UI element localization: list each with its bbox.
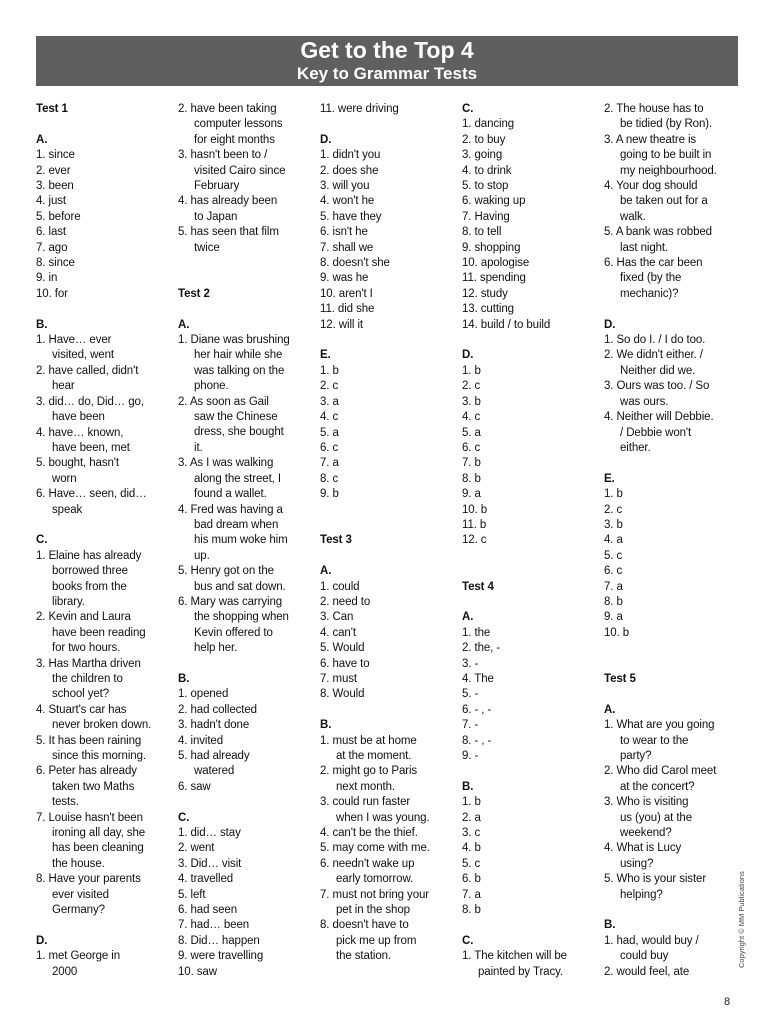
answer-line <box>604 903 738 918</box>
answer-line: 12. will it <box>320 318 363 331</box>
answer-line: never broken down. <box>52 719 152 732</box>
answer-line: 7. had… been <box>178 919 250 932</box>
answer-line: 6. b <box>462 873 481 886</box>
answer-line: 5. has seen that film <box>178 226 279 239</box>
answer-line: 4. Fred was having a <box>178 503 283 516</box>
answer-line <box>36 117 166 132</box>
section-heading: C. <box>462 934 474 947</box>
answer-line: 5. to stop <box>462 180 509 193</box>
answer-line: 11. spending <box>462 272 526 285</box>
answer-line <box>320 549 454 564</box>
answer-line <box>604 687 738 702</box>
answer-line: 7. a <box>320 457 339 470</box>
answer-line: 4. have… known, <box>36 426 124 439</box>
answer-line: bad dream when <box>194 518 279 531</box>
section-heading: E. <box>320 349 331 362</box>
answer-line: ironing all day, she <box>52 827 146 840</box>
answer-line: worn <box>52 472 77 485</box>
answer-line: at the moment. <box>336 749 412 762</box>
answer-line: 4. Your dog should <box>604 180 698 193</box>
answer-line: 7. a <box>604 580 623 593</box>
section-heading: A. <box>178 318 190 331</box>
answer-line: 7. Having <box>462 210 510 223</box>
answer-line: 1. since <box>36 149 75 162</box>
answer-line: 3. As I was walking <box>178 457 274 470</box>
answer-line: 2. went <box>178 842 215 855</box>
answer-line: my neighbourhood. <box>620 164 717 177</box>
answer-line <box>320 503 454 518</box>
answer-line: 4. has already been <box>178 195 278 208</box>
answer-line: 4. Stuart's car has <box>36 703 127 716</box>
answer-line: 3. c <box>462 827 481 840</box>
answer-line: was ours. <box>620 395 669 408</box>
answer-line: 9. - <box>462 750 479 762</box>
answer-line: the children to <box>52 672 123 685</box>
answer-line: 4. can't <box>320 626 356 639</box>
answer-line: 6. isn't he <box>320 226 368 239</box>
answer-line: her hair while she <box>194 349 283 362</box>
answer-line: 2. have been taking <box>178 103 277 115</box>
answer-line: has been cleaning <box>52 842 144 855</box>
answer-line: 2. to buy <box>462 133 506 146</box>
answer-line: 1. So do I. / I do too. <box>604 334 706 347</box>
answer-line <box>178 795 310 810</box>
answer-line: have been, met <box>52 441 130 454</box>
answer-line: 4. travelled <box>178 873 234 886</box>
section-heading: A. <box>320 565 332 578</box>
answer-column-4 <box>462 102 592 980</box>
answer-line: 1. opened <box>178 688 229 701</box>
answer-line: 8. Have your parents <box>36 873 141 886</box>
answer-line: using? <box>620 857 654 870</box>
answer-line: 6. - , - <box>462 703 492 716</box>
answer-line <box>604 456 738 471</box>
section-heading: Test 5 <box>604 672 636 685</box>
answer-line: 3. b <box>462 395 481 408</box>
answer-line: 5. bought, hasn't <box>36 457 119 470</box>
answer-line: for eight months <box>194 133 275 146</box>
answer-line: computer lessons <box>194 118 283 131</box>
answer-line: 2. might go to Paris <box>320 765 418 778</box>
answer-line: 3. Did… visit <box>178 857 242 870</box>
answer-line: 4. won't he <box>320 195 375 208</box>
answer-line: 4. just <box>36 195 66 208</box>
answer-line <box>462 564 592 579</box>
answer-line: 3. A new theatre is <box>604 133 697 146</box>
answer-line: the house. <box>52 857 105 870</box>
answer-line: 3. Ours was too. / So <box>604 380 710 393</box>
answer-line: weekend? <box>620 827 672 840</box>
answer-line: 1. had, would buy / <box>604 934 699 947</box>
answer-line: 10. apologise <box>462 257 530 270</box>
answer-line: 1. b <box>604 488 623 501</box>
answer-line: visited Cairo since <box>194 164 286 177</box>
answer-line: 2. The house has to <box>604 103 704 115</box>
section-heading: B. <box>320 719 332 732</box>
answer-line: 14. build / to build <box>462 318 551 331</box>
answer-line: 5. Who is your sister <box>604 873 707 886</box>
answer-line: 10. saw <box>178 965 217 978</box>
answer-line: to Japan <box>194 210 238 223</box>
answer-line: 10. for <box>36 287 68 300</box>
answer-line: 9. in <box>36 272 58 285</box>
answer-line: 5. a <box>320 426 339 439</box>
answer-line: 4. What is Lucy <box>604 842 682 855</box>
page-title: Get to the Top 4 <box>300 37 474 63</box>
answer-line: walk. <box>620 210 646 223</box>
answer-line <box>36 918 166 933</box>
answer-line: 8. to tell <box>462 226 502 239</box>
answer-line: 5. had already <box>178 750 250 762</box>
answer-line: 3. hasn't been to / <box>178 149 268 162</box>
answer-line: 1. Diane was brushing <box>178 334 290 347</box>
answer-line: 12. study <box>462 287 508 300</box>
section-heading: D. <box>604 318 616 331</box>
answer-line: 5. c <box>462 857 481 870</box>
answer-line: 5. c <box>604 549 623 562</box>
answer-line: 3. did… do, Did… go, <box>36 395 144 408</box>
answer-line: 6. last <box>36 226 66 239</box>
answer-line: 10. b <box>462 503 488 516</box>
answer-line: 1. did… stay <box>178 827 241 840</box>
section-heading: D. <box>462 349 474 362</box>
answer-line: 2. ever <box>36 164 71 177</box>
answer-line: the station. <box>336 950 392 963</box>
section-heading: A. <box>604 703 616 716</box>
answer-line: 6. c <box>462 441 481 454</box>
answer-line: could buy <box>620 950 669 963</box>
answer-line: 4. a <box>604 534 623 547</box>
answer-line: 1. didn't you <box>320 149 381 162</box>
answer-line: Kevin offered to <box>194 626 273 639</box>
answer-line: 9. shopping <box>462 241 521 254</box>
answer-line: either. <box>620 441 651 454</box>
page-number: 8 <box>724 996 731 1008</box>
answer-line <box>604 302 738 317</box>
answer-line: library. <box>52 595 85 608</box>
answer-line: 1. What are you going <box>604 719 715 732</box>
answer-column-2 <box>178 102 310 980</box>
answer-line: 4. c <box>320 411 339 424</box>
answer-line: 6. have to <box>320 657 370 670</box>
answer-line: 6. Has the car been <box>604 257 703 270</box>
answer-line: 1. b <box>462 796 481 809</box>
answer-line: help her. <box>194 642 238 655</box>
answer-line: 4. can't be the thief. <box>320 827 418 839</box>
answer-line: to wear to the <box>620 734 689 747</box>
answer-line: 3. could run faster <box>320 796 411 809</box>
section-heading: Test 4 <box>462 580 494 593</box>
answer-line: 2. need to <box>320 595 371 608</box>
section-heading: A. <box>462 611 474 624</box>
answer-line: 5. It has been raining <box>36 734 142 747</box>
answer-line: 8. doesn't have to <box>320 919 409 932</box>
answer-line: 6. waking up <box>462 195 526 208</box>
answer-line <box>178 657 310 672</box>
answer-line: books from the <box>52 580 127 593</box>
answer-line: 7. must <box>320 672 358 685</box>
section-heading: C. <box>36 534 48 547</box>
answer-line: 3. hadn't done <box>178 719 250 732</box>
answer-line <box>462 333 592 348</box>
section-heading: B. <box>36 318 48 331</box>
answer-line: next month. <box>336 780 395 793</box>
answer-line <box>604 641 738 656</box>
answer-line: 5. left <box>178 888 206 901</box>
answer-line: since this morning. <box>52 750 146 763</box>
answer-line: 2. does she <box>320 164 379 177</box>
answer-line: 7. Louise hasn't been <box>36 811 143 824</box>
answer-line: 3. - <box>462 657 479 670</box>
answer-line: 8. b <box>462 472 481 485</box>
answer-line: 1. Elaine has already <box>36 549 142 562</box>
answer-line: 3. b <box>604 518 623 531</box>
answer-line: pet in the shop <box>336 904 410 917</box>
answer-line: 9. a <box>604 611 623 624</box>
answer-line: 8. - , - <box>462 734 492 747</box>
section-heading: B. <box>604 919 616 932</box>
answer-line: 9. a <box>462 488 481 501</box>
answer-line: visited, went <box>52 349 114 362</box>
answer-line: phone. <box>194 380 229 393</box>
answer-line: 4. The <box>462 672 494 685</box>
answer-line: 1. met George in <box>36 950 121 963</box>
section-heading: Test 1 <box>36 103 68 115</box>
answer-line: 7. b <box>462 457 481 470</box>
section-heading: Test 3 <box>320 534 352 547</box>
answer-line: 2. the, - <box>462 642 501 655</box>
answer-line: 2. a <box>462 811 481 824</box>
answer-line: February <box>194 180 240 193</box>
answer-line: helping? <box>620 888 663 901</box>
answer-line: 2. Kevin and Laura <box>36 611 131 624</box>
section-heading: D. <box>36 934 48 947</box>
answer-line: going to be built in <box>620 149 712 162</box>
answer-column-5 <box>604 102 738 980</box>
answer-line: 2000 <box>52 965 78 978</box>
answer-line: 5. A bank was robbed <box>604 226 712 239</box>
page-subtitle: Key to Grammar Tests <box>296 64 478 83</box>
answer-line: early tomorrow. <box>336 873 414 886</box>
answer-line: 8. c <box>320 472 339 485</box>
section-heading: E. <box>604 472 615 485</box>
answer-line: have been <box>52 411 105 424</box>
answer-line: found a wallet. <box>194 488 267 501</box>
answer-line: be taken out for a <box>620 195 708 208</box>
answer-line: mechanic)? <box>620 287 679 300</box>
answer-line: 7. shall we <box>320 241 374 254</box>
answer-line: dress, she bought <box>194 426 284 439</box>
answer-line: 2. have called, didn't <box>36 364 139 377</box>
answer-line <box>178 256 310 271</box>
answer-line: 10. aren't I <box>320 287 373 300</box>
answer-line <box>320 518 454 533</box>
answer-line: 9. were travelling <box>178 950 264 963</box>
answer-line: 3. been <box>36 180 74 193</box>
answer-line: 6. Mary was carrying <box>178 595 283 608</box>
answer-line: 5. - <box>462 688 479 701</box>
section-heading: A. <box>36 133 48 146</box>
answer-line <box>36 302 166 317</box>
answer-line: 3. Can <box>320 611 354 624</box>
answer-line: have been reading <box>52 626 146 639</box>
copyright-text: Copyright © MM Publications <box>737 871 746 968</box>
answer-line: 2. c <box>604 503 623 516</box>
answer-line: school yet? <box>52 688 110 701</box>
answer-line: up. <box>194 549 210 562</box>
answer-line: taken two Maths <box>52 780 135 793</box>
section-heading: D. <box>320 133 332 146</box>
answer-line: 1. b <box>462 364 481 377</box>
answer-line: 7. ago <box>36 241 68 254</box>
answer-line: 4. to drink <box>462 164 512 177</box>
answer-line: for two hours. <box>52 642 121 655</box>
answer-line: twice <box>194 241 220 254</box>
answer-line: saw the Chinese <box>194 411 278 424</box>
answer-line: 2. Who did Carol meet <box>604 765 717 778</box>
answer-line <box>462 764 592 779</box>
answer-column-1 <box>36 102 166 980</box>
answer-line: 8. Would <box>320 688 365 701</box>
answer-line: 6. c <box>320 441 339 454</box>
answer-line: 3. Has Martha driven <box>36 657 141 670</box>
answer-line: Germany? <box>52 904 105 917</box>
answer-line: at the concert? <box>620 780 695 793</box>
answer-line: borrowed three <box>52 565 128 578</box>
answer-line: 6. Have… seen, did… <box>36 488 147 501</box>
answer-line: 9. was he <box>320 272 369 285</box>
answer-line <box>604 657 738 672</box>
answer-line: 6. had seen <box>178 904 238 917</box>
answer-line <box>178 271 310 286</box>
answer-line <box>462 549 592 564</box>
answer-line <box>462 595 592 610</box>
answer-line: watered <box>194 765 235 778</box>
answer-line: 4. Neither will Debbie. <box>604 411 714 424</box>
section-heading: C. <box>462 103 474 115</box>
answer-line: fixed (by the <box>620 272 682 285</box>
answer-line: it. <box>194 441 203 454</box>
answer-line: bus and sat down. <box>194 580 286 593</box>
answer-line: 6. needn't wake up <box>320 857 415 870</box>
answer-line: 2. c <box>462 380 481 393</box>
answer-line <box>462 918 592 933</box>
answer-line <box>320 117 454 132</box>
answer-line: 1. dancing <box>462 118 515 131</box>
answer-line: / Debbie won't <box>620 426 692 439</box>
section-heading: B. <box>462 780 474 793</box>
answer-line: 11. b <box>462 518 487 531</box>
answer-line: 3. Who is visiting <box>604 796 689 809</box>
answer-line: pick me up from <box>336 934 417 947</box>
answer-line: 8. since <box>36 257 75 270</box>
answer-line: 5. may come with me. <box>320 842 430 855</box>
answer-line: speak <box>52 503 83 516</box>
answer-line: 7. - <box>462 719 479 732</box>
answer-line: 2. As soon as Gail <box>178 395 269 408</box>
answer-line: ever visited <box>52 888 109 901</box>
answer-line: Neither did we. <box>620 364 696 377</box>
answer-line: the shopping when <box>194 611 289 624</box>
answer-line: 8. doesn't she <box>320 257 390 270</box>
answer-line: 12. c <box>462 534 487 547</box>
title-banner <box>36 36 738 86</box>
answer-line: hear <box>52 380 75 393</box>
answer-line: 5. a <box>462 426 481 439</box>
answer-line: 3. a <box>320 395 339 408</box>
answer-line: along the street, I <box>194 472 281 485</box>
answer-line <box>320 703 454 718</box>
answer-line <box>320 333 454 348</box>
answer-line: 8. b <box>462 904 481 917</box>
answer-line: last night. <box>620 241 669 254</box>
answer-line: 8. Did… happen <box>178 934 260 947</box>
answer-line: 9. b <box>320 488 339 501</box>
answer-line: 1. the <box>462 626 491 639</box>
answer-line: 2. had collected <box>178 703 257 716</box>
answer-line: 2. We didn't either. / <box>604 349 703 362</box>
answer-line: us (you) at the <box>620 811 693 824</box>
answer-line: 1. could <box>320 580 360 593</box>
answer-line: be tidied (by Ron). <box>620 118 713 131</box>
answer-line: 11. were driving <box>320 103 399 115</box>
answer-line: when I was young. <box>336 811 430 824</box>
answer-line: 6. c <box>604 565 623 578</box>
answer-line: 8. b <box>604 595 623 608</box>
section-heading: C. <box>178 811 190 824</box>
answer-line: 3. will you <box>320 180 370 193</box>
answer-line: 4. b <box>462 842 481 855</box>
section-heading: B. <box>178 672 190 685</box>
answer-line <box>178 302 310 317</box>
copyright-notice <box>737 871 747 978</box>
answer-line: 6. saw <box>178 780 211 793</box>
answer-line: 1. Have… ever <box>36 334 112 347</box>
answer-line: party? <box>620 749 652 762</box>
answer-line: painted by Tracy. <box>478 965 564 978</box>
answer-line: was talking on the <box>194 364 285 377</box>
answer-line: 13. cutting <box>462 303 514 316</box>
answer-line: 2. would feel, ate <box>604 965 690 978</box>
answer-line: 1. must be at home <box>320 734 417 747</box>
answer-line: 5. Henry got on the <box>178 565 274 578</box>
answer-line: tests. <box>52 796 79 809</box>
answer-line: 7. a <box>462 888 481 901</box>
answer-line: 1. The kitchen will be <box>462 950 567 963</box>
answer-line <box>36 518 166 533</box>
section-heading: Test 2 <box>178 287 210 300</box>
answer-line: 4. invited <box>178 734 224 747</box>
answer-line: 5. Would <box>320 642 365 655</box>
answer-line: 1. b <box>320 364 339 377</box>
answer-line: 2. c <box>320 380 339 393</box>
answer-line: 7. must not bring your <box>320 888 430 901</box>
answer-line: 4. c <box>462 411 481 424</box>
answer-line: his mum woke him <box>194 534 288 547</box>
answer-column-3 <box>320 102 454 965</box>
answer-line: 6. Peter has already <box>36 765 137 778</box>
answer-line: 11. did she <box>320 303 375 316</box>
answer-line: 3. going <box>462 149 503 162</box>
answer-line: 5. have they <box>320 210 382 223</box>
answer-line: 10. b <box>604 626 630 639</box>
answer-line: 5. before <box>36 210 81 223</box>
